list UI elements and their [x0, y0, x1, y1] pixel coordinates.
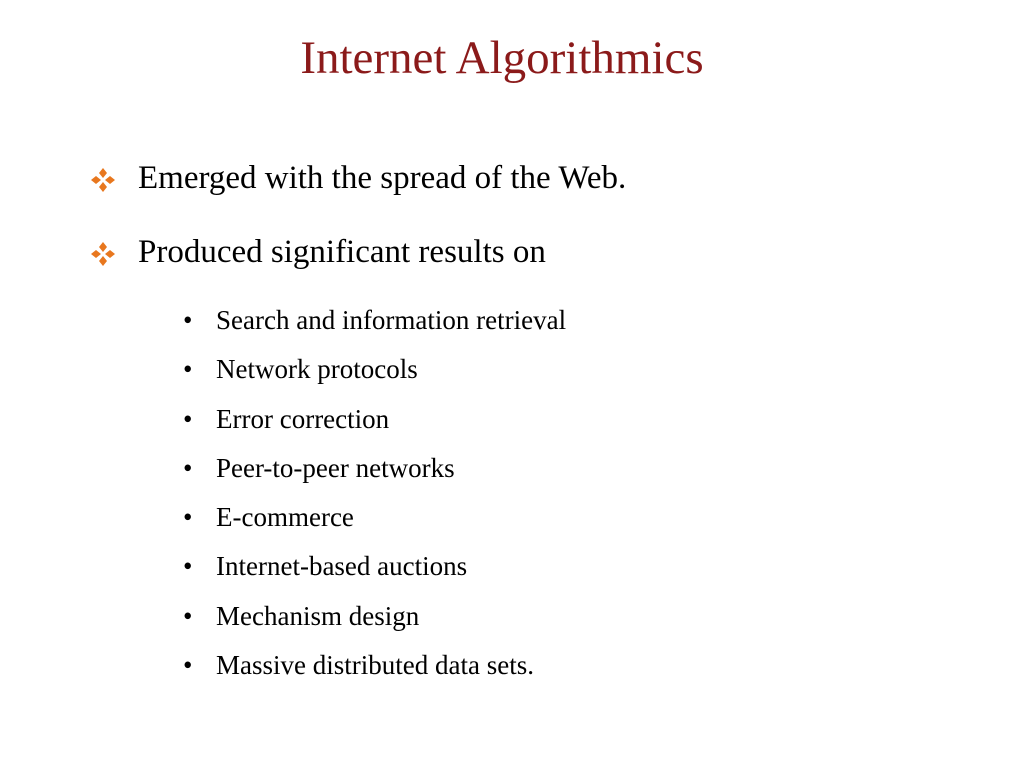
main-bullet-text: Produced significant results on: [138, 234, 546, 270]
bullet-dot-icon: •: [183, 650, 193, 681]
sub-bullet-item: [183, 641, 566, 690]
main-bullet-item: [90, 228, 626, 276]
sub-bullet-text: Error correction: [216, 403, 390, 434]
sub-bullet-text: Internet-based auctions: [216, 551, 468, 582]
sub-bullet-text: Mechanism design: [216, 600, 420, 631]
main-bullet-item: [90, 154, 626, 202]
sub-bullet-text: Network protocols: [216, 354, 418, 385]
main-bullet-text: Emerged with the spread of the Web.: [138, 160, 627, 196]
bullet-dot-icon: •: [183, 502, 193, 533]
bullet-dot-icon: •: [183, 600, 193, 631]
sub-bullet-item: [183, 395, 566, 444]
sub-bullet-text: E-commerce: [216, 502, 354, 533]
main-bullet-list: [90, 154, 626, 302]
sub-bullet-item: [183, 542, 566, 591]
sub-bullet-text: Peer-to-peer networks: [216, 452, 455, 483]
bullet-dot-icon: •: [183, 551, 193, 582]
sub-bullet-item: [183, 345, 566, 394]
bullet-dot-icon: •: [183, 452, 193, 483]
sub-bullet-item: [183, 592, 566, 641]
sub-bullet-item: [183, 444, 566, 493]
four-diamond-icon: [90, 241, 116, 267]
bullet-dot-icon: •: [183, 305, 193, 335]
sub-bullet-list: [183, 296, 566, 690]
sub-bullet-item: [183, 296, 566, 345]
sub-bullet-item: [183, 493, 566, 542]
sub-bullet-text: Massive distributed data sets.: [216, 650, 534, 681]
bullet-dot-icon: •: [183, 403, 193, 434]
slide-title: Internet Algorithmics: [300, 32, 704, 84]
four-diamond-icon: [90, 167, 116, 193]
sub-bullet-text: Search and information retrieval: [216, 305, 567, 335]
bullet-dot-icon: •: [183, 354, 193, 385]
